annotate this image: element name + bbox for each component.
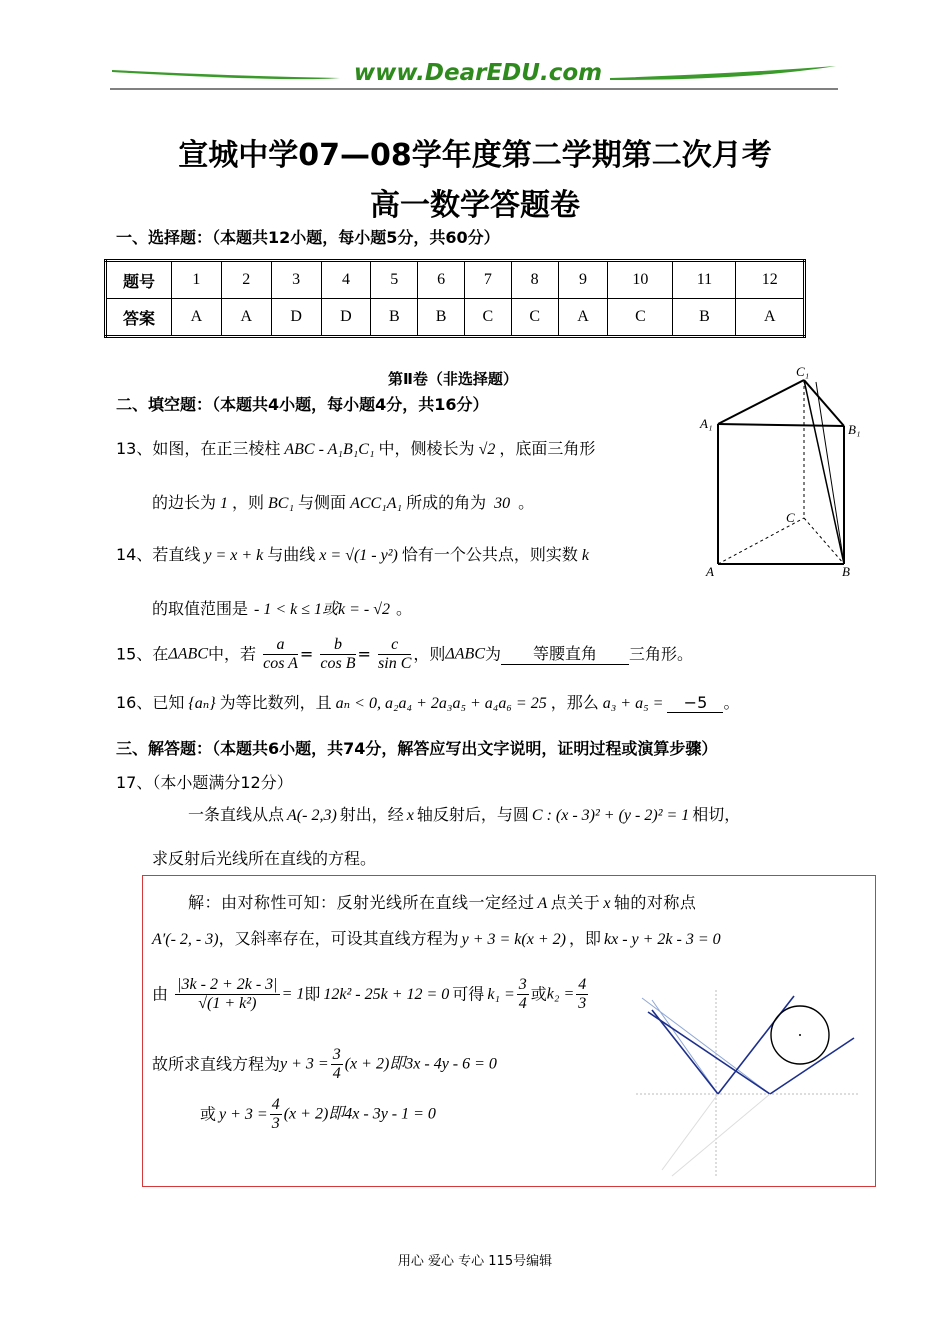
q16-line: 16、已知 {aₙ} 为等比数列，且 aₙ < 0, a₂a₄ + 2a₃a₅ + a₄a₆ = 25 ，那么 a₃ + a₅ = −5 。 [116, 693, 740, 712]
question-number: 7 [464, 261, 511, 299]
answer-cell: B [371, 299, 418, 337]
answer-cell: A [172, 299, 222, 337]
q15-answer: 等腰直角 [501, 644, 629, 665]
question-number: 2 [221, 261, 271, 299]
answer-cell: C [464, 299, 511, 337]
answer-cell: C [511, 299, 558, 337]
question-number: 10 [608, 261, 673, 299]
q13-line2: 的边长为 1 ，则 BC₁ 与侧面 ACC₁A₁ 所成的角为 30 。 [152, 493, 535, 512]
q17-line2: 求反射后光线所在直线的方程。 [152, 849, 377, 868]
section2-heading: 二、填空题：（本题共4小题，每小题4分，共16分） [116, 395, 489, 414]
reflection-graph [632, 980, 864, 1180]
q14-answer: - 1 < k ≤ 1或k = - √2 [254, 601, 391, 618]
answer-table [104, 259, 806, 338]
label-a1: A₁ [700, 416, 713, 431]
answer-cell: D [271, 299, 321, 337]
q17-heading: 17、（本小题满分12分） [116, 773, 293, 792]
question-number: 9 [558, 261, 608, 299]
question-number: 5 [371, 261, 418, 299]
answer-cell: C [608, 299, 673, 337]
solution-line4: 故所求直线方程为y + 3 = $\frac{3}{4}$ (x + 2)即3x - 4y - 6 = 0 [152, 1046, 497, 1082]
q13-answer: 30 [494, 495, 511, 512]
label-b: B [842, 564, 850, 579]
solution-line2: A′(- 2, - 3)，又斜率存在，可设其直线方程为 y + 3 = k(x + 2) ，即 kx - y + 2k - 3 = 0 [152, 929, 721, 948]
solution-line5: 或 y + 3 = $\frac{4}{3}$ (x + 2)即4x - 3y - 1 = 0 [200, 1096, 436, 1132]
section1-heading: 一、选择题：（本题共12小题，每小题5分，共60分） [116, 228, 500, 247]
question-number: 1 [172, 261, 222, 299]
q17-line1: 一条直线从点 A(- 2,3) 射出，经 x 轴反射后，与圆 C : (x - 3)² + (y - 2)² = 1 相切， [188, 805, 741, 824]
question-number: 11 [673, 261, 736, 299]
table-label-question: 题号 [106, 261, 172, 299]
label-a: A [706, 564, 714, 579]
solution-line1: 解：由对称性可知：反射光线所在直线一定经过 A 点关于 x 轴的对称点 [188, 893, 697, 912]
header-site-name: www.DearEDU.com [353, 60, 603, 86]
page-subtitle: 高一数学答题卷 [370, 188, 580, 223]
answer-cell: A [736, 299, 805, 337]
answer-cell: A [558, 299, 608, 337]
section3-heading: 三、解答题：（本题共6小题，共74分，解答应写出文字说明，证明过程或演算步骤） [116, 739, 718, 758]
answer-cell: B [418, 299, 465, 337]
question-number: 12 [736, 261, 805, 299]
label-c: C [786, 510, 795, 525]
page-title: 宣城中学07—08学年度第二学期第二次月考 [178, 138, 772, 173]
table-row-numbers [106, 261, 805, 299]
question-number: 4 [321, 261, 371, 299]
label-c1: C₁ [796, 364, 810, 379]
q13-line1: 13、如图，在正三棱柱 ABC - A₁B₁C₁ 中，侧棱长为 √2 ，底面三角形 [116, 439, 596, 458]
answer-cell: D [321, 299, 371, 337]
answer-cell: B [673, 299, 736, 337]
part2-heading: 第Ⅱ卷（非选择题） [388, 370, 518, 388]
label-b1: B₁ [848, 422, 861, 437]
question-number: 8 [511, 261, 558, 299]
header-banner [110, 58, 840, 94]
table-label-answer: 答案 [106, 299, 172, 337]
answer-cell: A [221, 299, 271, 337]
question-number: 6 [418, 261, 465, 299]
solution-line3: 由 $\frac{|3k - 2 + 2k - 3|}{\text{√(1 + k²)}}$ = 1即 12k² - 25k + 12 = 0 可得 k₁ = $\frac{3}{4}$ 或k₂ = $\frac{4}{3}$ [152, 976, 587, 1012]
table-row-answers [106, 299, 805, 337]
prism-figure [698, 362, 868, 580]
q14-line1: 14、若直线 y = x + k 与曲线 x = √(1 - y²) 恰有一个公共点，则实数 k [116, 545, 589, 564]
question-number: 3 [271, 261, 321, 299]
q14-line2: 的取值范围是 - 1 < k ≤ 1或k = - √2 。 [152, 599, 413, 618]
q15-line: 15、在ΔABC中，若 $\frac{a}{\text{cos A}}$ = $\frac{b}{\text{cos B}}$ = $\frac{c}{\text{sin C}}$ ，则ΔABC为 等腰直角 三角形。 [116, 636, 694, 672]
footer-text: 用心 爱心 专心 115号编辑 [397, 1254, 553, 1269]
q16-answer: −5 [667, 693, 723, 713]
